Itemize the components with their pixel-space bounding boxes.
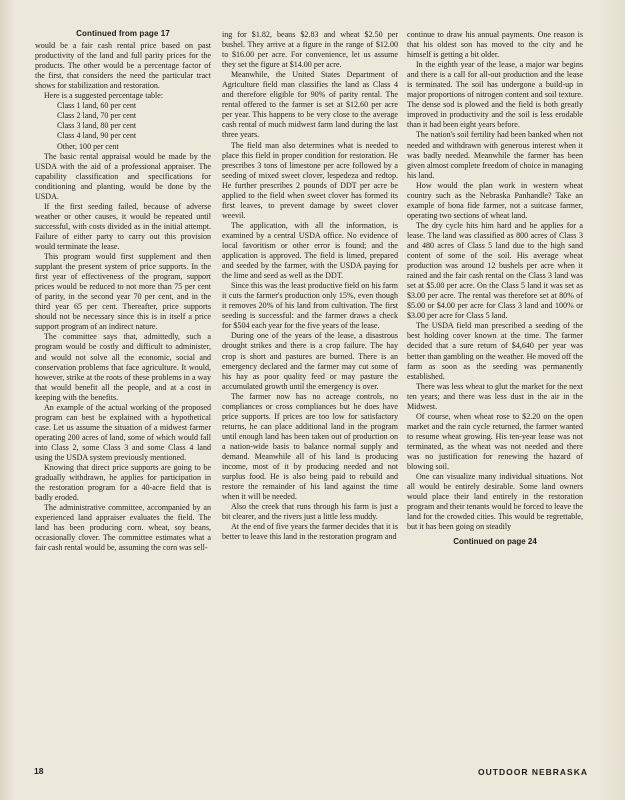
paragraph: The application, with all the information, is examined by a central USDA office. No evidence of local favoritism or other error is found; and the application is approved. The field is limed, prepared and seeded by the farmer, with the USDA paying for the lime and seed as well as the DDT. — [222, 220, 398, 281]
paragraph: The basic rental appraisal would be made by the USDA with the aid of a professional appraiser. The capability classification and specifications for conditioning and planting, would be done by the USDA. — [35, 151, 211, 201]
paragraph: An example of the actual working of the proposed program can best be explained with a hypothetical case. Let us assume the situation of a midwest farmer operating 200 acres of land, some of which would fall into Class 2, some Class 3 and some Class 4 land using the USDA system previously mentioned. — [35, 402, 211, 462]
paragraph: Meanwhile, the United States Department of Agriculture field man classifies the land as Class 4 and therefore eligible for 90% of parity rental. The rental offered to the farmer is set at $12.60 per acre per year. This happens to be very close to the average cash rental of much midwest farm land during the last three years. — [222, 70, 398, 140]
page-number: 18 — [34, 766, 44, 776]
continued-from-label: Continued from page 17 — [76, 30, 170, 38]
article-column-1 — [35, 30, 211, 746]
paragraph: Also the creek that runs through his farm is just a bit clearer, and the rivers just a little less muddy. — [222, 502, 398, 522]
paragraph: continue to draw his annual payments. One reason is that his oldest son has moved to the city and he himself is getting a bit older. — [407, 30, 583, 60]
paragraph: Of course, when wheat rose to $2.20 on the open market and the rain cycle returned, the farmer wanted to resume wheat growing. His ten-year lease was not terminated, as the wheat was not needed and there was no justification for renewing the hazard of blowing soil. — [407, 411, 583, 472]
paragraph: The committee says that, admittedly, such a program would be costly and difficult to administer, and would not solve all the economic, social and conservation problems that face agriculture. It would, however, strike at the roots of these problems in a way that would benefit all the people, and at a cost in keeping with the benefits. — [35, 332, 211, 402]
paragraph: At the end of five years the farmer decides that it is better to leave this land in the restoration program and — [222, 522, 398, 542]
paragraph: The field man also determines what is needed to place this field in proper condition for restoration. He prescribes 3 tons of limestone per acre followed by a seeding of mixed sweet clover, lespedeza and redtop. He further prescribes 2 pounds of DDT per acre be applied to the field when sweet clover has formed its first leaves, to prevent damage by sweet clover weevil. — [222, 140, 398, 220]
paragraph: In the eighth year of the lease, a major war begins and there is a call for all-out production and the lease is terminated. The soil has undergone a build-up in major proportions of nitrogen content and soil texture. The dense sod is plowed and the field is both greatly improved in productivity and the soil is less erodable than it had been eight years before. — [407, 60, 583, 130]
paragraph: The dry cycle hits him hard and he applies for a lease. The land was classified as 800 acres of Class 3 and 480 acres of Class 5 land due to the high sand content of some of the soil. His average wheat production was around 12 bushels per acre when it rained and the fair cash rental on the Class 3 land was set at $5.00 per acre. On the Class 5 land it was set as $3.00 per acre. The rental was therefore set at 80% of $5.00 or $4.00 per acre for Class 3 land and 100% or $3.00 per acre for Class 5 land. — [407, 220, 583, 321]
paragraph: Here is a suggested percentage table: — [44, 91, 164, 101]
table-row: Class 4 land, 90 per cent — [57, 131, 137, 141]
table-row: Class 2 land, 70 per cent — [57, 111, 137, 121]
paragraph: The nation's soil fertility had been banked when not needed and withdrawn with generous interest when it was badly needed. Meanwhile the farmer has been given almost complete freedom of choice in managing his land. — [407, 130, 583, 180]
paragraph: Since this was the least productive field on his farm it cuts the farmer's production only 15%, even though it removes 20% of his land from cultivation. The first seeding is successful: and the farmer draws a check for $504 each year for the five years of the lease. — [222, 281, 398, 331]
paragraph: One can visualize many individual situations. Not all would be entirely desirable. Some land owners would place their land entirely in the restoration program and their tenants would be forced to leave the land for the crowded cities. This would be regrettable, but it has been going on steadily — [407, 472, 583, 532]
paragraph: would be a fair cash rental price based on past productivity of the land and full parity prices for the products. The other would be a percentage factor of the first, that considers the need the particular tract shows for stabilization and restoration. — [35, 41, 211, 91]
paragraph: The administrative committee, accompanied by an experienced land appraiser evaluates the field. The land has been producing corn. wheat, soy beans, occasionally clover. The committee estimates what a fair cash rental would be, assuming the corn was sell- — [35, 503, 211, 553]
paragraph: ing for $1.82, beans $2.83 and wheat $2.50 per bushel. They arrive at a figure in the range of $12.00 to $16.00 per acre. For convenience, let us assume they set the figure at $14.00 per acre. — [222, 30, 398, 70]
percentage-table — [57, 101, 211, 151]
paragraph: How would the plan work in western wheat country such as the Nebraska Panhandle? Take an example of bona fide farmer, not a suitcase farmer, operating two sections of wheat land. — [407, 180, 583, 220]
paragraph: If the first seeding failed, because of adverse weather or other causes, it would be repeated until successful, with costs divided as in the initial attempt. Failure of either party to carry out this provision would terminate the lease. — [35, 201, 211, 251]
article-column-3 — [407, 30, 583, 746]
paragraph: During one of the years of the lease, a disastrous drought strikes and there is a crop failure. The hay crop is short and pastures are burned. There is an emergency declared and the farmer may cut some of his hay as poor quality feed or may pasture the accumulated growth until the emergency is over. — [222, 331, 398, 391]
table-row: Other, 100 per cent — [57, 141, 119, 151]
magazine-title: OUTDOOR NEBRASKA — [478, 767, 588, 777]
paragraph: The farmer now has no acreage controls, no compliances or cross compliances but he does have price supports. If prices are too low for satisfactory returns, he can place additional land in the program until enough land has been taken out of production on a nation-wide basis to balance normal supply and demand. Meanwhile all of his land is producing income, most of it by producing needed and not surplus food. He is also being paid to rebuild and restore the remainder of his land against the time when it will be needed. — [222, 391, 398, 502]
paragraph: Knowing that direct price supports are going to be gradually withdrawn, he applies for participation in the restoration program for a 40-acre field that is badly eroded. — [35, 463, 211, 503]
article-column-2 — [222, 30, 398, 746]
table-row: Class 1 land, 60 per cent — [57, 101, 137, 111]
continued-on-label: Continued on page 24 — [453, 537, 537, 547]
table-row: Class 3 land, 80 per cent — [57, 121, 137, 131]
paragraph: There was less wheat to glut the market for the next ten years; and there was less dust in the air in the Midwest. — [407, 381, 583, 411]
paragraph: This program would first supplement and then supplant the present system of price supports. In the first year of effectiveness of the program, support prices would be reduced to not more than 75 per cent of parity, in the second year 70 per cent, and in the third year 65 per cent. Thereafter, price supports should not be necessary since this is in itself a price support program of an indirect nature. — [35, 252, 211, 332]
paragraph: The USDA field man prescribed a seeding of the best holding cover known at the time. The farmer decided that a sure return of $4,640 per year was better than gambling on the weather. He moved off the farm as soon as the seeding was permanently established. — [407, 321, 583, 381]
